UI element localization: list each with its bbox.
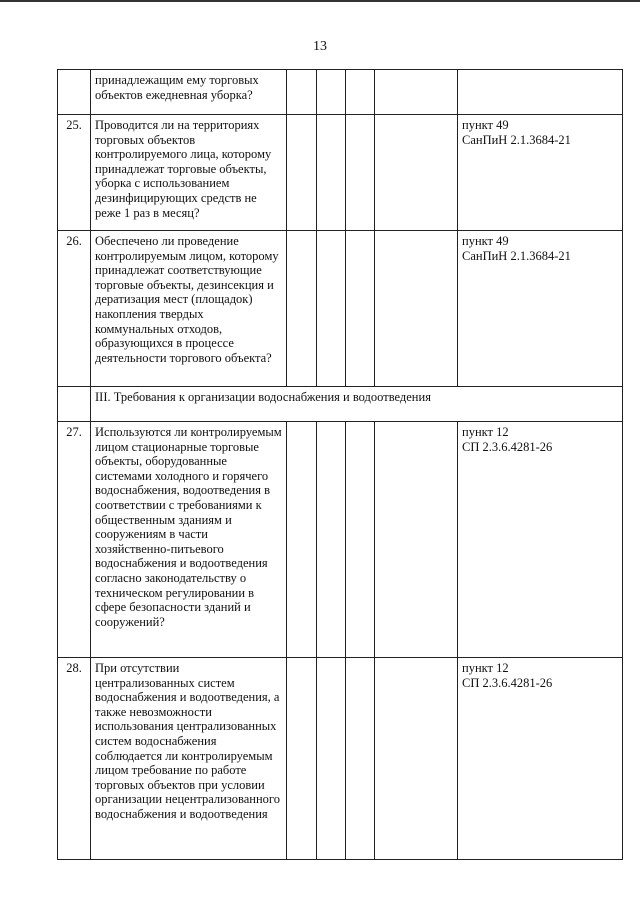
reference-document: СанПиН 2.1.3684-21: [462, 248, 571, 263]
requirement-question: Проводится ли на территориях торговых объектов контролируемого лица, которому принадлежат торговые объекты, уборка с использованием дезинфицирующих средств не реже 1 раз в месяц?: [91, 115, 287, 231]
reference-clause: пункт 12: [462, 425, 509, 439]
requirement-question: При отсутствии централизованных систем водоснабжения и водоотведения, а также невозможности использования централизованных систем водоснабжения соблюдается ли контролируемым лицом требование по работе торговых объектов при условии организации нецентрализованного водоснабжения и водоотведения: [91, 658, 287, 860]
notes-cell: [375, 70, 458, 115]
notes-cell: [375, 658, 458, 860]
table-row: [58, 422, 623, 658]
checklist-table: [57, 69, 623, 860]
answer-cell-na: [346, 70, 375, 115]
answer-cell-na: [346, 115, 375, 231]
table-row: [58, 658, 623, 860]
row-number: [58, 70, 91, 115]
legal-reference: [458, 70, 623, 115]
answer-cell-na: [346, 422, 375, 658]
row-number: 25.: [58, 115, 91, 231]
requirement-question: принадлежащим ему торговых объектов ежедневная уборка?: [91, 70, 287, 115]
answer-cell-na: [346, 658, 375, 860]
section-title: III. Требования к организации водоснабжения и водоотведения: [91, 387, 623, 422]
row-number: 28.: [58, 658, 91, 860]
page-top-border: [0, 0, 640, 2]
requirement-question: Обеспечено ли проведение контролируемым лицом, которому принадлежат соответствующие торговые объекты, дезинсекция и дератизация мест (площадок) накопления твердых коммунальных отходов, образующихся в процессе деятельности торгового объекта?: [91, 231, 287, 387]
notes-cell: [375, 115, 458, 231]
legal-reference: [458, 115, 623, 231]
table-row: [58, 115, 623, 231]
reference-document: СП 2.3.6.4281-26: [462, 439, 553, 454]
section-header-row: [58, 387, 623, 422]
answer-cell-no: [317, 658, 346, 860]
requirement-question: Используются ли контролируемым лицом стационарные торговые объекты, оборудованные системами холодного и горячего водоснабжения, водоотведения в соответствии с требованиями к общественным зданиям и сооружениям в части хозяйственно-питьевого водоснабжения и водоотведения согласно законодательству о техническом регулировании в сфере безопасности зданий и сооружений?: [91, 422, 287, 658]
table-row: [58, 70, 623, 115]
row-number: 26.: [58, 231, 91, 387]
answer-cell-yes: [287, 422, 317, 658]
reference-document: СанПиН 2.1.3684-21: [462, 132, 571, 147]
legal-reference: [458, 658, 623, 860]
row-number: 27.: [58, 422, 91, 658]
answer-cell-no: [317, 70, 346, 115]
answer-cell-na: [346, 231, 375, 387]
reference-document: СП 2.3.6.4281-26: [462, 675, 553, 690]
reference-clause: пункт 49: [462, 118, 509, 132]
table-row: [58, 231, 623, 387]
legal-reference: [458, 231, 623, 387]
answer-cell-yes: [287, 70, 317, 115]
answer-cell-no: [317, 115, 346, 231]
reference-clause: пункт 12: [462, 661, 509, 675]
answer-cell-yes: [287, 115, 317, 231]
answer-cell-no: [317, 422, 346, 658]
page-number: 13: [313, 39, 327, 54]
answer-cell-yes: [287, 658, 317, 860]
answer-cell-no: [317, 231, 346, 387]
section-number-cell: [58, 387, 91, 422]
reference-clause: пункт 49: [462, 234, 509, 248]
answer-cell-yes: [287, 231, 317, 387]
legal-reference: [458, 422, 623, 658]
notes-cell: [375, 422, 458, 658]
notes-cell: [375, 231, 458, 387]
